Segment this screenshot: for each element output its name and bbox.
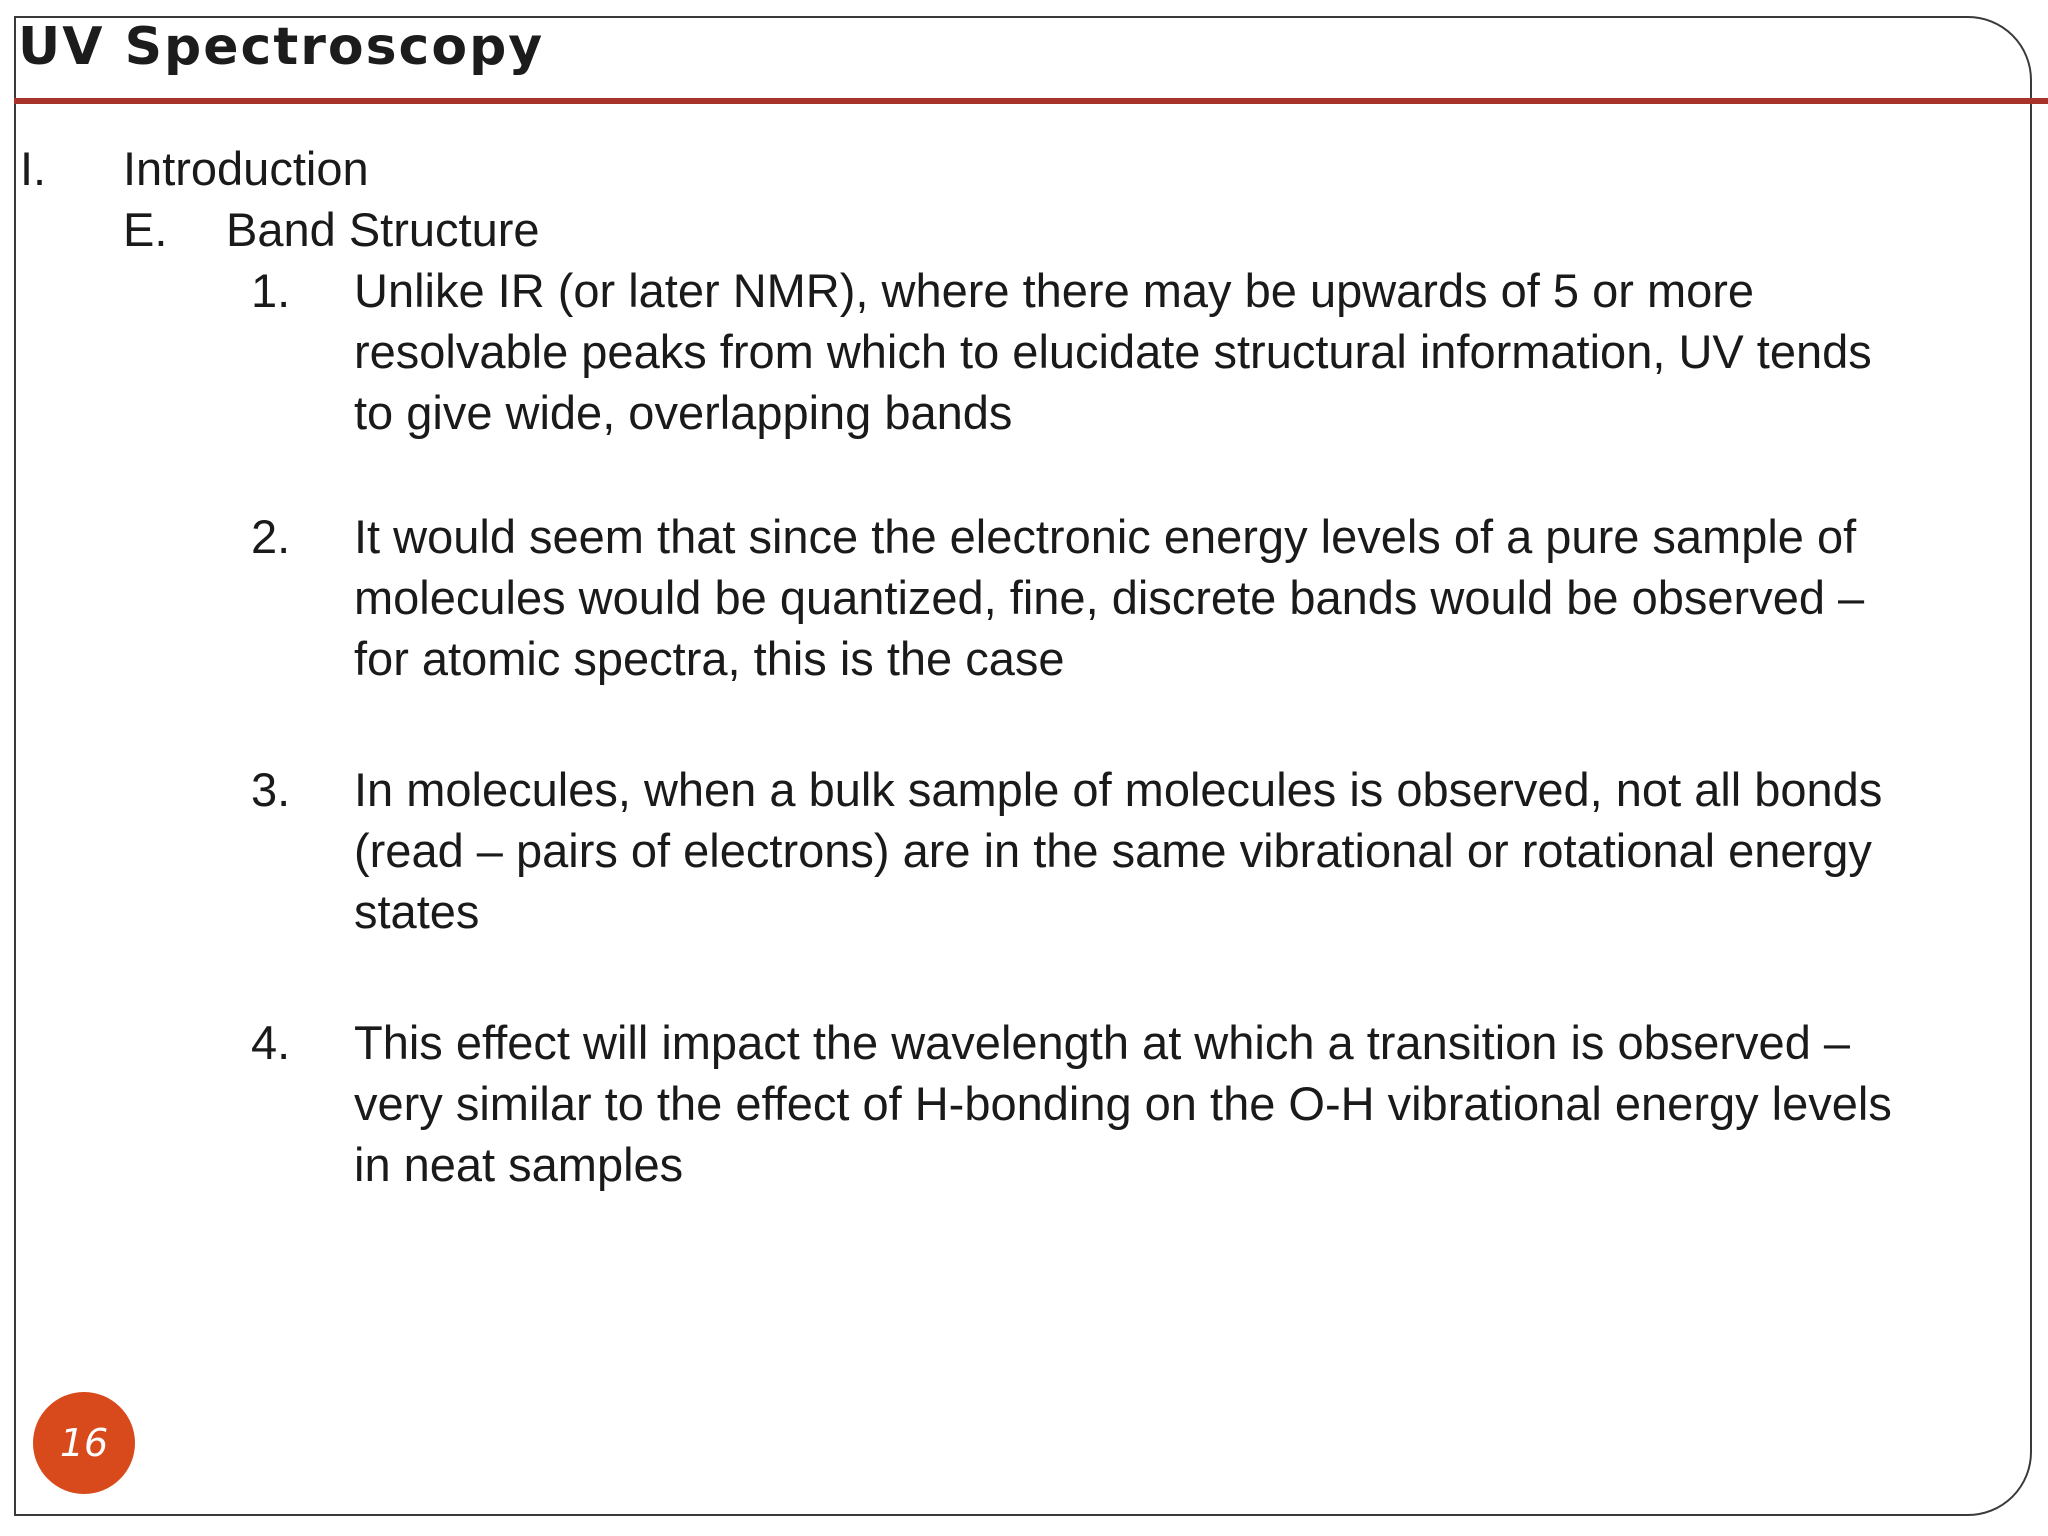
list-item-marker: 3.: [251, 763, 291, 816]
outline-level2-marker: E.: [123, 203, 168, 256]
list-item-line: It would seem that since the electronic energy levels of a pure sample of: [354, 510, 1857, 563]
list-item-line: (read – pairs of electrons) are in the same vibrational or rotational energy: [354, 824, 1872, 877]
outline-level1-text: Introduction: [123, 142, 369, 195]
list-item-marker: 2.: [251, 510, 291, 563]
list-item-line: In molecules, when a bulk sample of molecules is observed, not all bonds: [354, 763, 1883, 816]
outline-level1-marker: I.: [20, 142, 47, 195]
list-item: [354, 506, 2034, 689]
list-item: [354, 260, 2034, 443]
list-item: [354, 759, 2034, 942]
list-item-line: to give wide, overlapping bands: [354, 386, 1013, 439]
outline-level2-text: Band Structure: [226, 203, 540, 256]
list-item-line: for atomic spectra, this is the case: [354, 632, 1065, 685]
list-item-line: This effect will impact the wavelength at which a transition is observed –: [354, 1016, 1851, 1069]
list-item-line: very similar to the effect of H-bonding on the O-H vibrational energy levels: [354, 1077, 1892, 1130]
list-item-line: Unlike IR (or later NMR), where there may be upwards of 5 or more: [354, 264, 1755, 317]
slide-number-badge: 16: [33, 1392, 135, 1494]
list-item-line: resolvable peaks from which to elucidate structural information, UV tends: [354, 325, 1872, 378]
list-item-marker: 1.: [251, 264, 291, 317]
list-item-marker: 4.: [251, 1016, 291, 1069]
list-item: [354, 1012, 2034, 1195]
list-item-line: in neat samples: [354, 1138, 684, 1191]
list-item-line: states: [354, 885, 480, 938]
list-item-line: molecules would be quantized, fine, discrete bands would be observed –: [354, 571, 1865, 624]
slide-title: UV Spectroscopy: [18, 17, 545, 77]
title-divider: [14, 98, 2048, 104]
